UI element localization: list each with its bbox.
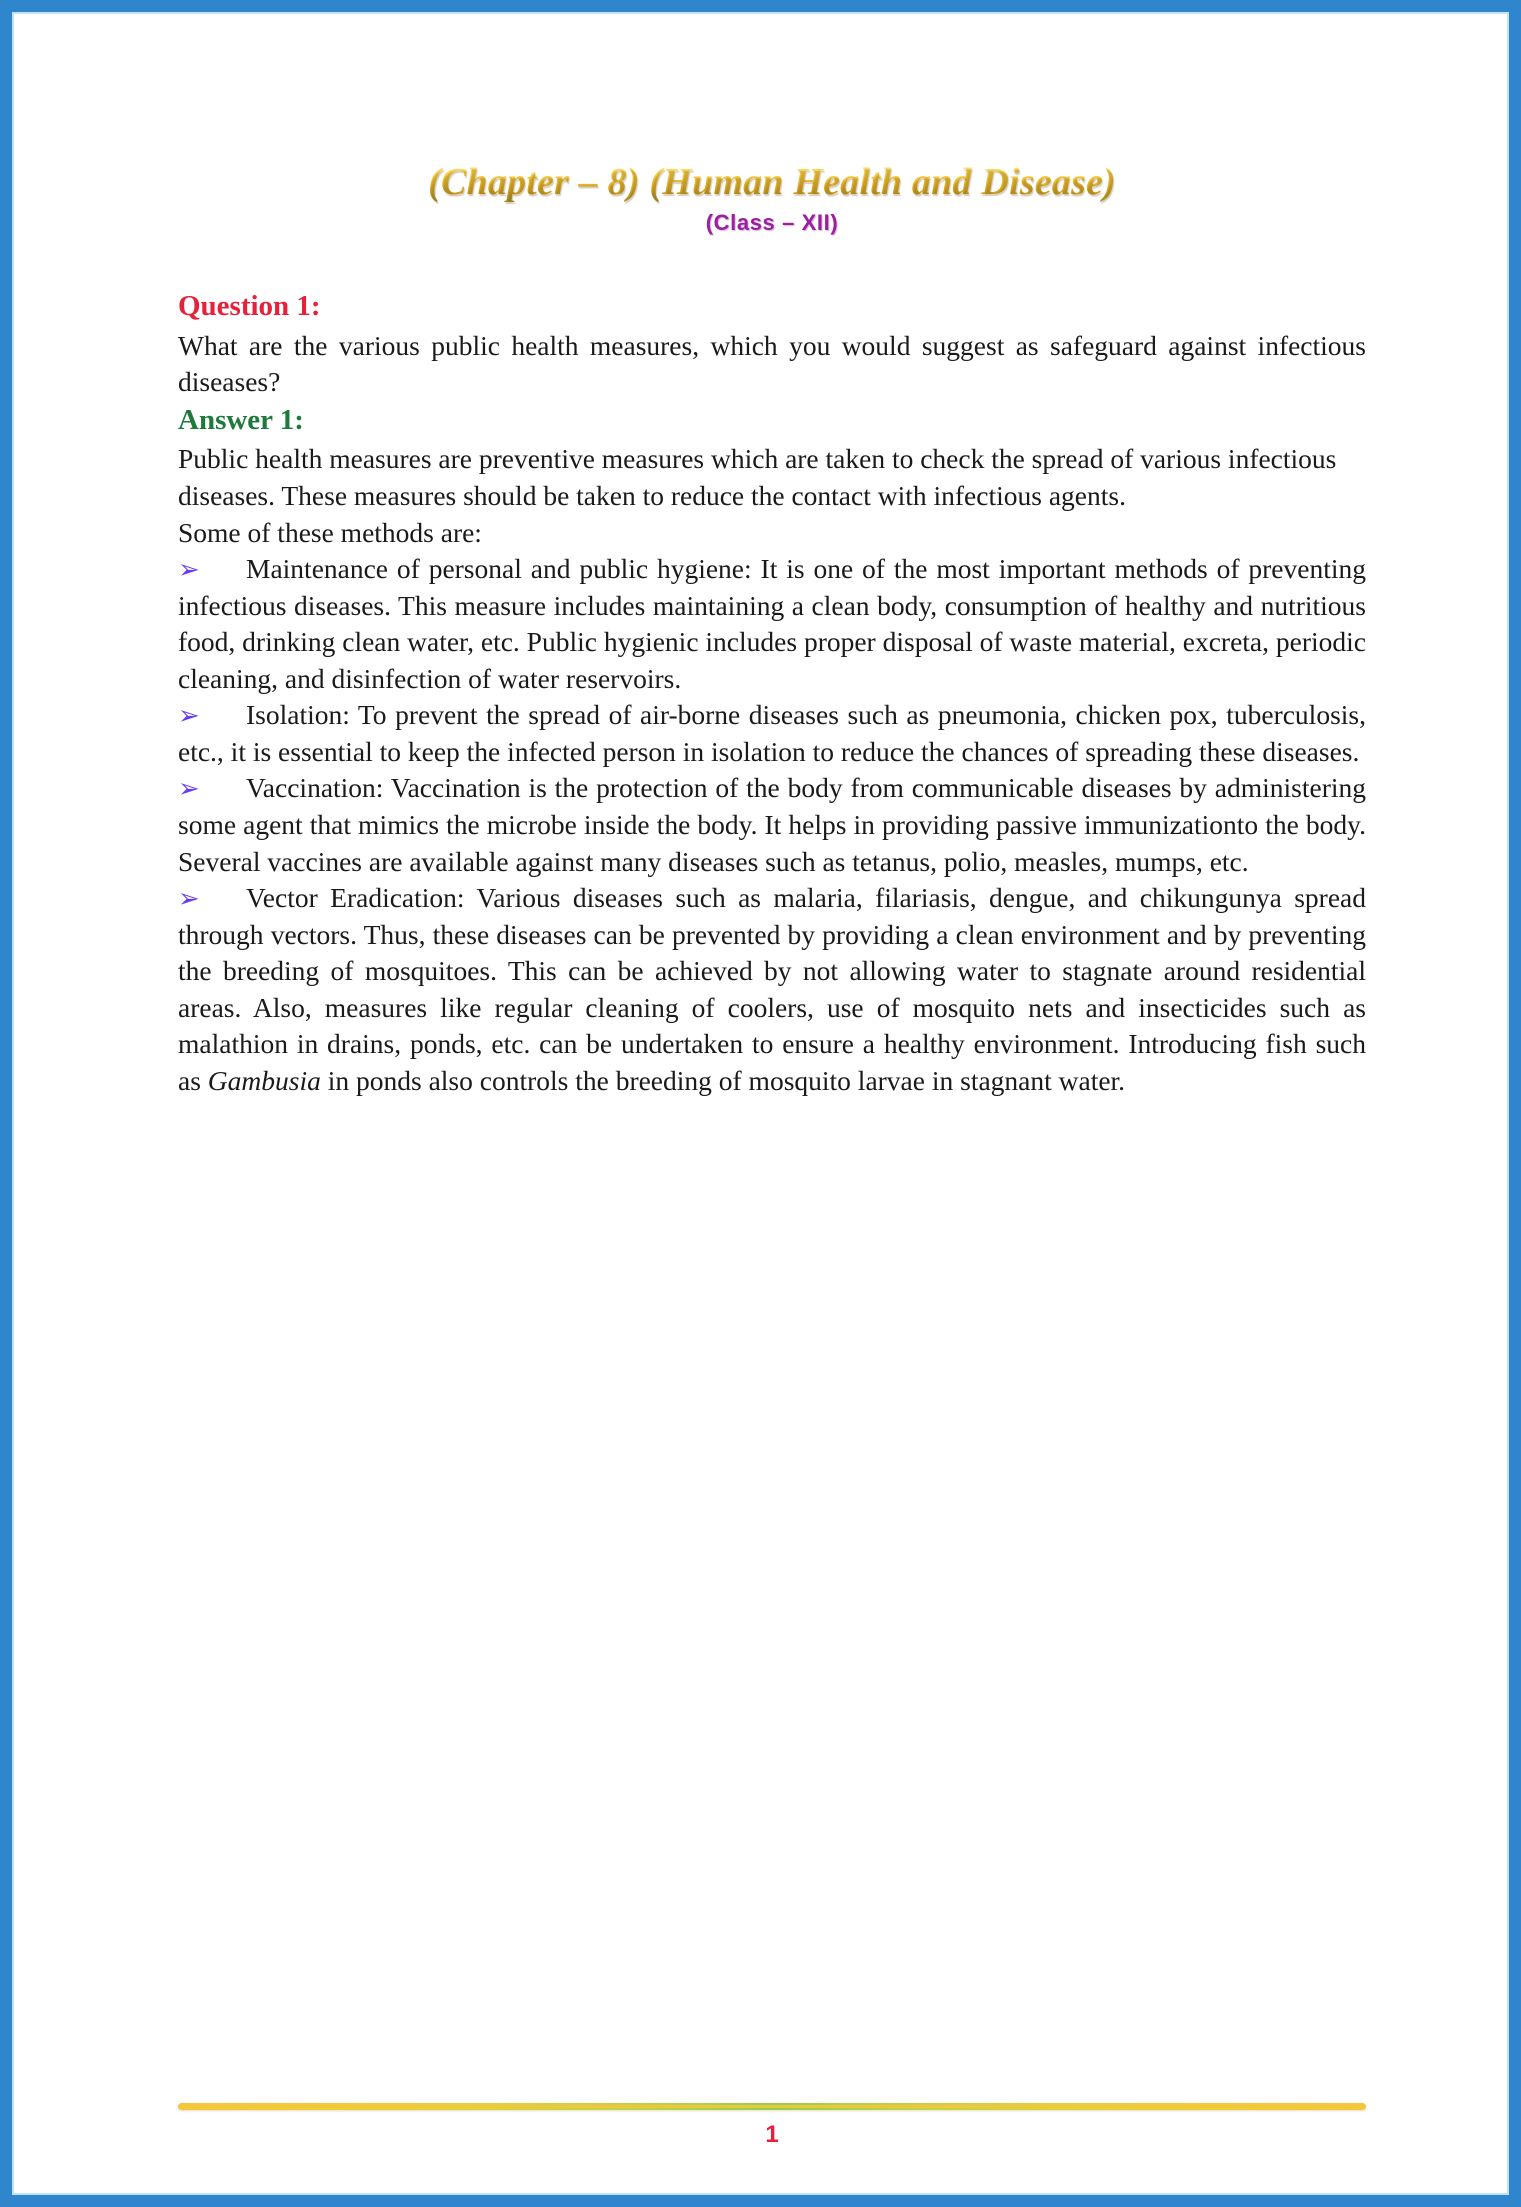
italic-species-name: Gambusia bbox=[207, 1064, 321, 1096]
footer-decorative-rule-thin bbox=[178, 2105, 1366, 2108]
page-number: 1 bbox=[765, 2121, 779, 2148]
question-answer-block bbox=[178, 288, 1366, 1100]
answer-label: Answer 1: bbox=[178, 403, 304, 436]
arrowhead-bullet-icon: ➢ bbox=[178, 701, 200, 731]
list-item bbox=[178, 697, 1366, 770]
document-header bbox=[178, 0, 1366, 236]
methods-lead-in: Some of these methods are: bbox=[178, 516, 482, 548]
class-subtitle: (Class – XII) bbox=[705, 209, 839, 235]
arrowhead-bullet-icon: ➢ bbox=[178, 774, 200, 804]
answer-intro-paragraph: Public health measures are preventive measures which are taken to check the spread of various infectious diseases. These measures should be taken to reduce the contact with infectious agents. bbox=[178, 443, 1337, 511]
page-footer bbox=[178, 2103, 1366, 2149]
arrowhead-bullet-icon: ➢ bbox=[178, 555, 200, 585]
chapter-title: (Chapter – 8) (Human Health and Disease) bbox=[178, 163, 1366, 203]
list-item-text-after-italic: in ponds also controls the breeding of mosquito larvae in stagnant water. bbox=[320, 1064, 1126, 1096]
list-item-text-before-italic: Vector Eradication: Various diseases such as malaria, filariasis, dengue, and chikungunya spread through vectors. Thus, these diseases can be prevented by providing a clean environment and by preventing the breeding of mosquitoes. This can be achieved by not allowing water to stagnate around residential areas. Also, measures like regular cleaning of coolers, use of mosquito nets and insecticides such as malathion in drains, ponds, etc. can be undertaken to ensure a healthy environment. Introducing fish such as bbox=[178, 882, 1366, 1096]
page-content bbox=[178, 0, 1366, 2207]
question-label: Question 1: bbox=[178, 289, 321, 322]
arrowhead-bullet-icon: ➢ bbox=[178, 884, 200, 914]
list-item bbox=[178, 770, 1366, 880]
list-item-text: Maintenance of personal and public hygiene: It is one of the most important methods of preventing infectious diseases. This measure includes maintaining a clean body, consumption of healthy and nutritious food, drinking clean water, etc. Public hygienic includes proper disposal of waste material, excreta, periodic cleaning, and disinfection of water reservoirs. bbox=[178, 553, 1366, 694]
list-item-text: Isolation: To prevent the spread of air-borne diseases such as pneumonia, chicken pox, tuberculosis, etc., it is essential to keep the infected person in isolation to reduce the chances of spreading these diseases. bbox=[178, 699, 1366, 767]
list-item bbox=[178, 880, 1366, 1099]
list-item bbox=[178, 551, 1366, 697]
list-item-text: Vaccination: Vaccination is the protection of the body from communicable diseases by administering some agent that mimics the microbe inside the body. It helps in providing passive immunizationto the body. Several vaccines are available against many diseases such as tetanus, polio, measles, mumps, etc. bbox=[178, 772, 1366, 877]
question-text: What are the various public health measures, which you would suggest as safeguard against infectious diseases? bbox=[178, 329, 1366, 398]
